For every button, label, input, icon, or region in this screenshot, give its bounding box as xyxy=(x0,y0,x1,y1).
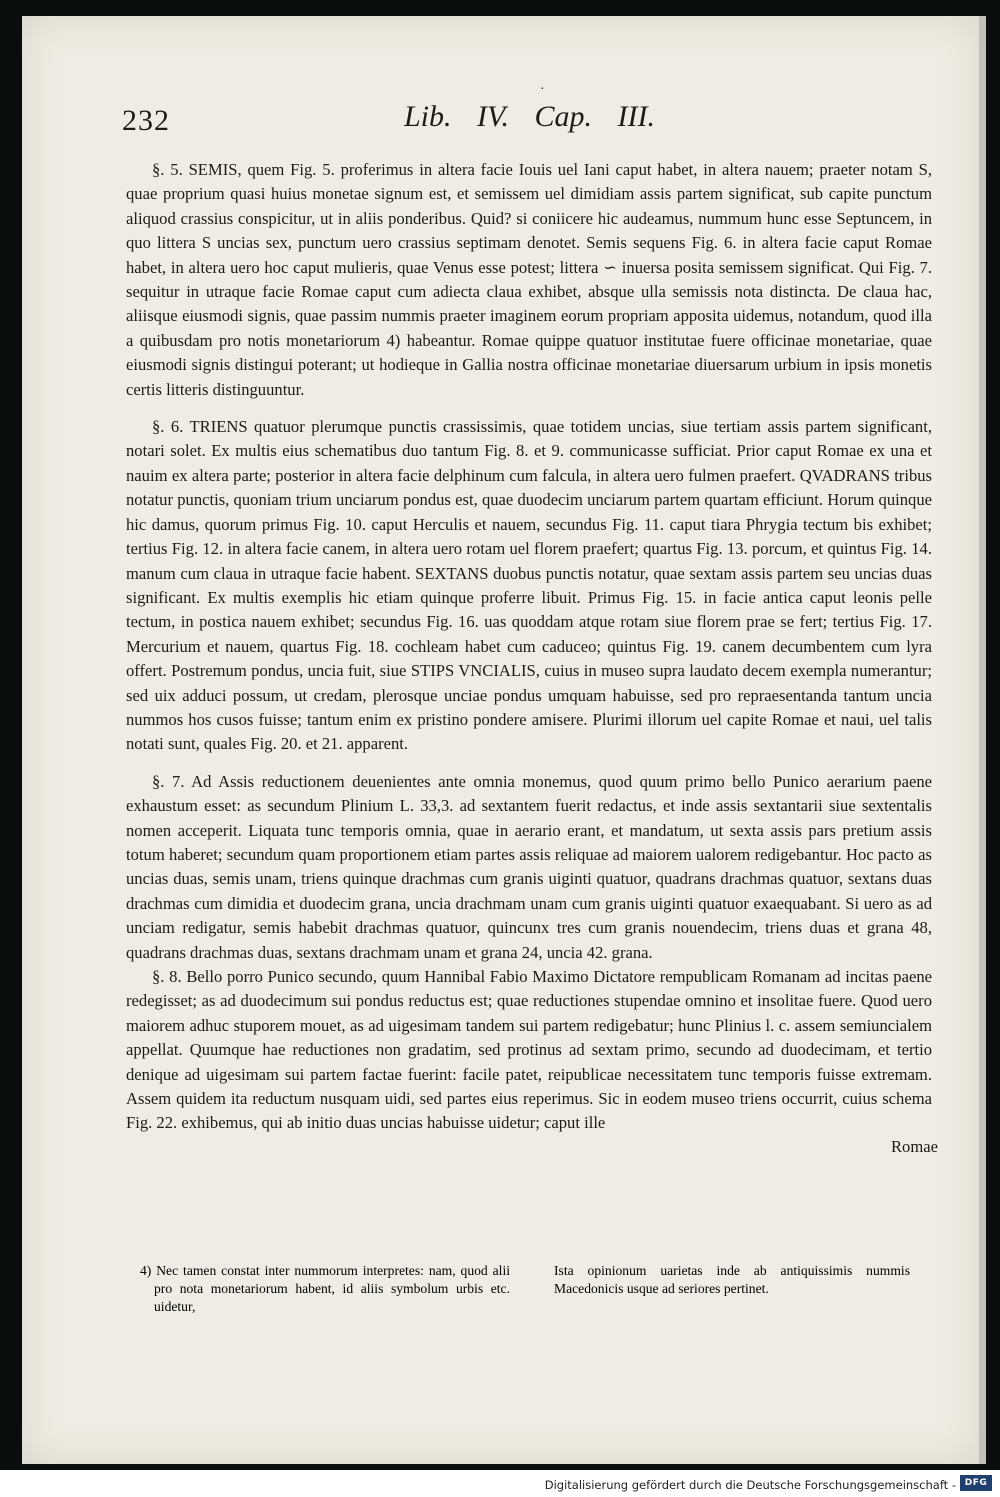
book-page xyxy=(22,16,980,1464)
paragraph-section-7: §. 7. Ad Assis reductionem deuenientes ante omnia monemus, quod quum primo bello Punico aerarium paene exhaustum esset: as secundum Plinium L. 33,3. ad sextantem fuerit redactus, et inde assis sextantarii siue sextentalis nomen acceperit. Liquata tunc temporis omnia, quae in aerario erant, et mandatum, ut sexta assis pars pretium assis totum haberet; secundum quam proportionem etiam partes assis reliquae ad maiorem ualorem redigebantur. Hoc pacto as uncias duas, semis unam, triens quinque drachmas cum granis uiginti quatuor, quadrans drachmas quatuor, sextans duas drachmas cum dimidia et duodecim grana, uncia drachmam unam cum granis uiginti quatuor exaequabant. Si uero as ad unciam redigatur, semis habebit drachmas quatuor, quincunx tres cum granis nouendecim, triens duas et grana 48, quadrans drachmas duas, sextans drachmam unam et grana 24, uncia 42. grana. xyxy=(126,771,932,962)
page-edge xyxy=(979,16,986,1464)
dfg-logo[interactable]: DFG xyxy=(960,1475,992,1491)
running-head: Lib. IV. Cap. III. xyxy=(404,100,655,133)
printer-mark: · xyxy=(540,82,545,97)
catchword: Romae xyxy=(890,1136,938,1156)
footnote-left-column: 4) Nec tamen constat inter nummorum interpretes: nam, quod alii pro nota monetariorum habent, id aliis symbolum urbis etc. uidetur, xyxy=(140,1263,510,1314)
page-body xyxy=(126,158,938,1158)
page-number: 232 xyxy=(122,104,170,137)
paragraph-section-6: §. 6. TRIENS quatuor plerumque punctis crassissimis, quae totidem uncias, siue tertiam assis partem significant, notari solet. Ex multis eius schematibus duo tantum Fig. 8. et 9. communicasse sufficiat. Prior caput Romae ex una et nauim ex altera parte; posterior in altera facie delphinum cum falcula, in altera uero fulmen praefert. QVADRANS tribus notatur punctis, quoniam trium unciarum pondus est, quae duodecim unciarum partem quartam efficiunt. Horum quinque hic damus, quorum primus Fig. 10. caput Herculis et nauem, secundus Fig. 11. caput tiara Phrygia tectum bis exhibet; tertius Fig. 12. in altera facie canem, in altera uero rotam uel florem praefert; quartus Fig. 13. porcum, et quintus Fig. 14. manum cum claua in utraque facie habent. SEXTANS duobus punctis notatur, quae sextam assis partem seu uncias duas significant. Ex multis exemplis hic etiam quinque proferre libuit. Primus Fig. 15. in facie antica caput leonis pelle tectum, in postica nauem exhibet; secundus Fig. 16. uas quoddam atque rotam siue florem prae se fert; tertius Fig. 17. Mercurium et nauem, quartus Fig. 18. cochleam habet cum caduceo; quintus Fig. 19. canem decumbentem cum lyra offert. Postremum pondus, uncia fuit, siue STIPS VNCIALIS, cuius in museo supra laudato decem exempla numerantur; sed uix adduci possum, ut credam, plerosque unciae pondus umquam habuisse, sed pro repraesentanda tantum uncia nummos hos cusos fuisse; tantum enim ex pristino pondere amisere. Plurimi illorum uel capite Romae et naui, uel talis notati sunt, quales Fig. 20. et 21. apparent. xyxy=(126,417,932,754)
funding-notice: Digitalisierung gefördert durch die Deutsche Forschungsgemeinschaft - xyxy=(544,1478,956,1492)
footnotes xyxy=(140,1262,910,1315)
footnote-right-column: Ista opinionum uarietas inde ab antiquissimis nummis Macedonicis usque ad seriores pertinet. xyxy=(554,1263,910,1296)
paragraph-section-8: §. 8. Bello porro Punico secundo, quum Hannibal Fabio Maximo Dictatore rempublicam Romanam ad incitas paene redegisset; as ad duodecimum sui pondus reductus est; quae reductiones stupendae omnino et insolitae fuere. Quod uero maiorem adhuc stuporem mouet, as ad uigesimam tandem sui partem redigebatur; hunc Plinius l. c. assem semiuncialem appellat. Quumque hae reductiones non gradatim, sed protinus ad sextam primo, secundo ad duodecimam, et tertio denique ad uigesimam sui partem factae fuerint: facile patet, reipublicae necessitatem tunc temporis fuisse extremam. Assem quidem ita reductum nusquam uidi, sed partes eius reperimus. Sic in eodem museo triens occurrit, cuius schema Fig. 22. exhibemus, qui ab initio duas uncias habuisse uidetur; caput ille xyxy=(126,967,932,1133)
paragraph-section-5: §. 5. SEMIS, quem Fig. 5. proferimus in altera facie Iouis uel Iani caput habet, in altera nauem; praeter notam S, quae proprium quasi huius monetae signum est, et semissem uel dimidiam assis partem significat, sub capite punctum aliquod crassius conspicitur, ut in aliis ponderibus. Quid? si coniicere hic audeamus, nummum hunc esse Septuncem, in quo littera S uncias sex, punctum uero crassius septimam denotet. Semis sequens Fig. 6. in altera facie caput Romae habet, in altera uero hoc caput mulieris, quae Venus esse potest; littera ∽ inuersa posita semissem significat. Qui Fig. 7. sequitur in utraque facie Romae caput cum adiecta claua exhibet, absque ulla semissis nota distincta. De claua hac, aliisque eiusmodi signis, quae passim nummis praeter imaginem eorum propriam apposita uidemus, notandum, quod illa a quibusdam pro notis monetariorum 4) habeantur. Romae quippe quatuor institutae fuere officinae monetariae, quae eiusmodi signis distingui poterant; ut hodieque in Gallia nostra officinae monetariae diuersarum urbium in ipsis monetis certis litteris distinguuntur. xyxy=(126,160,932,399)
